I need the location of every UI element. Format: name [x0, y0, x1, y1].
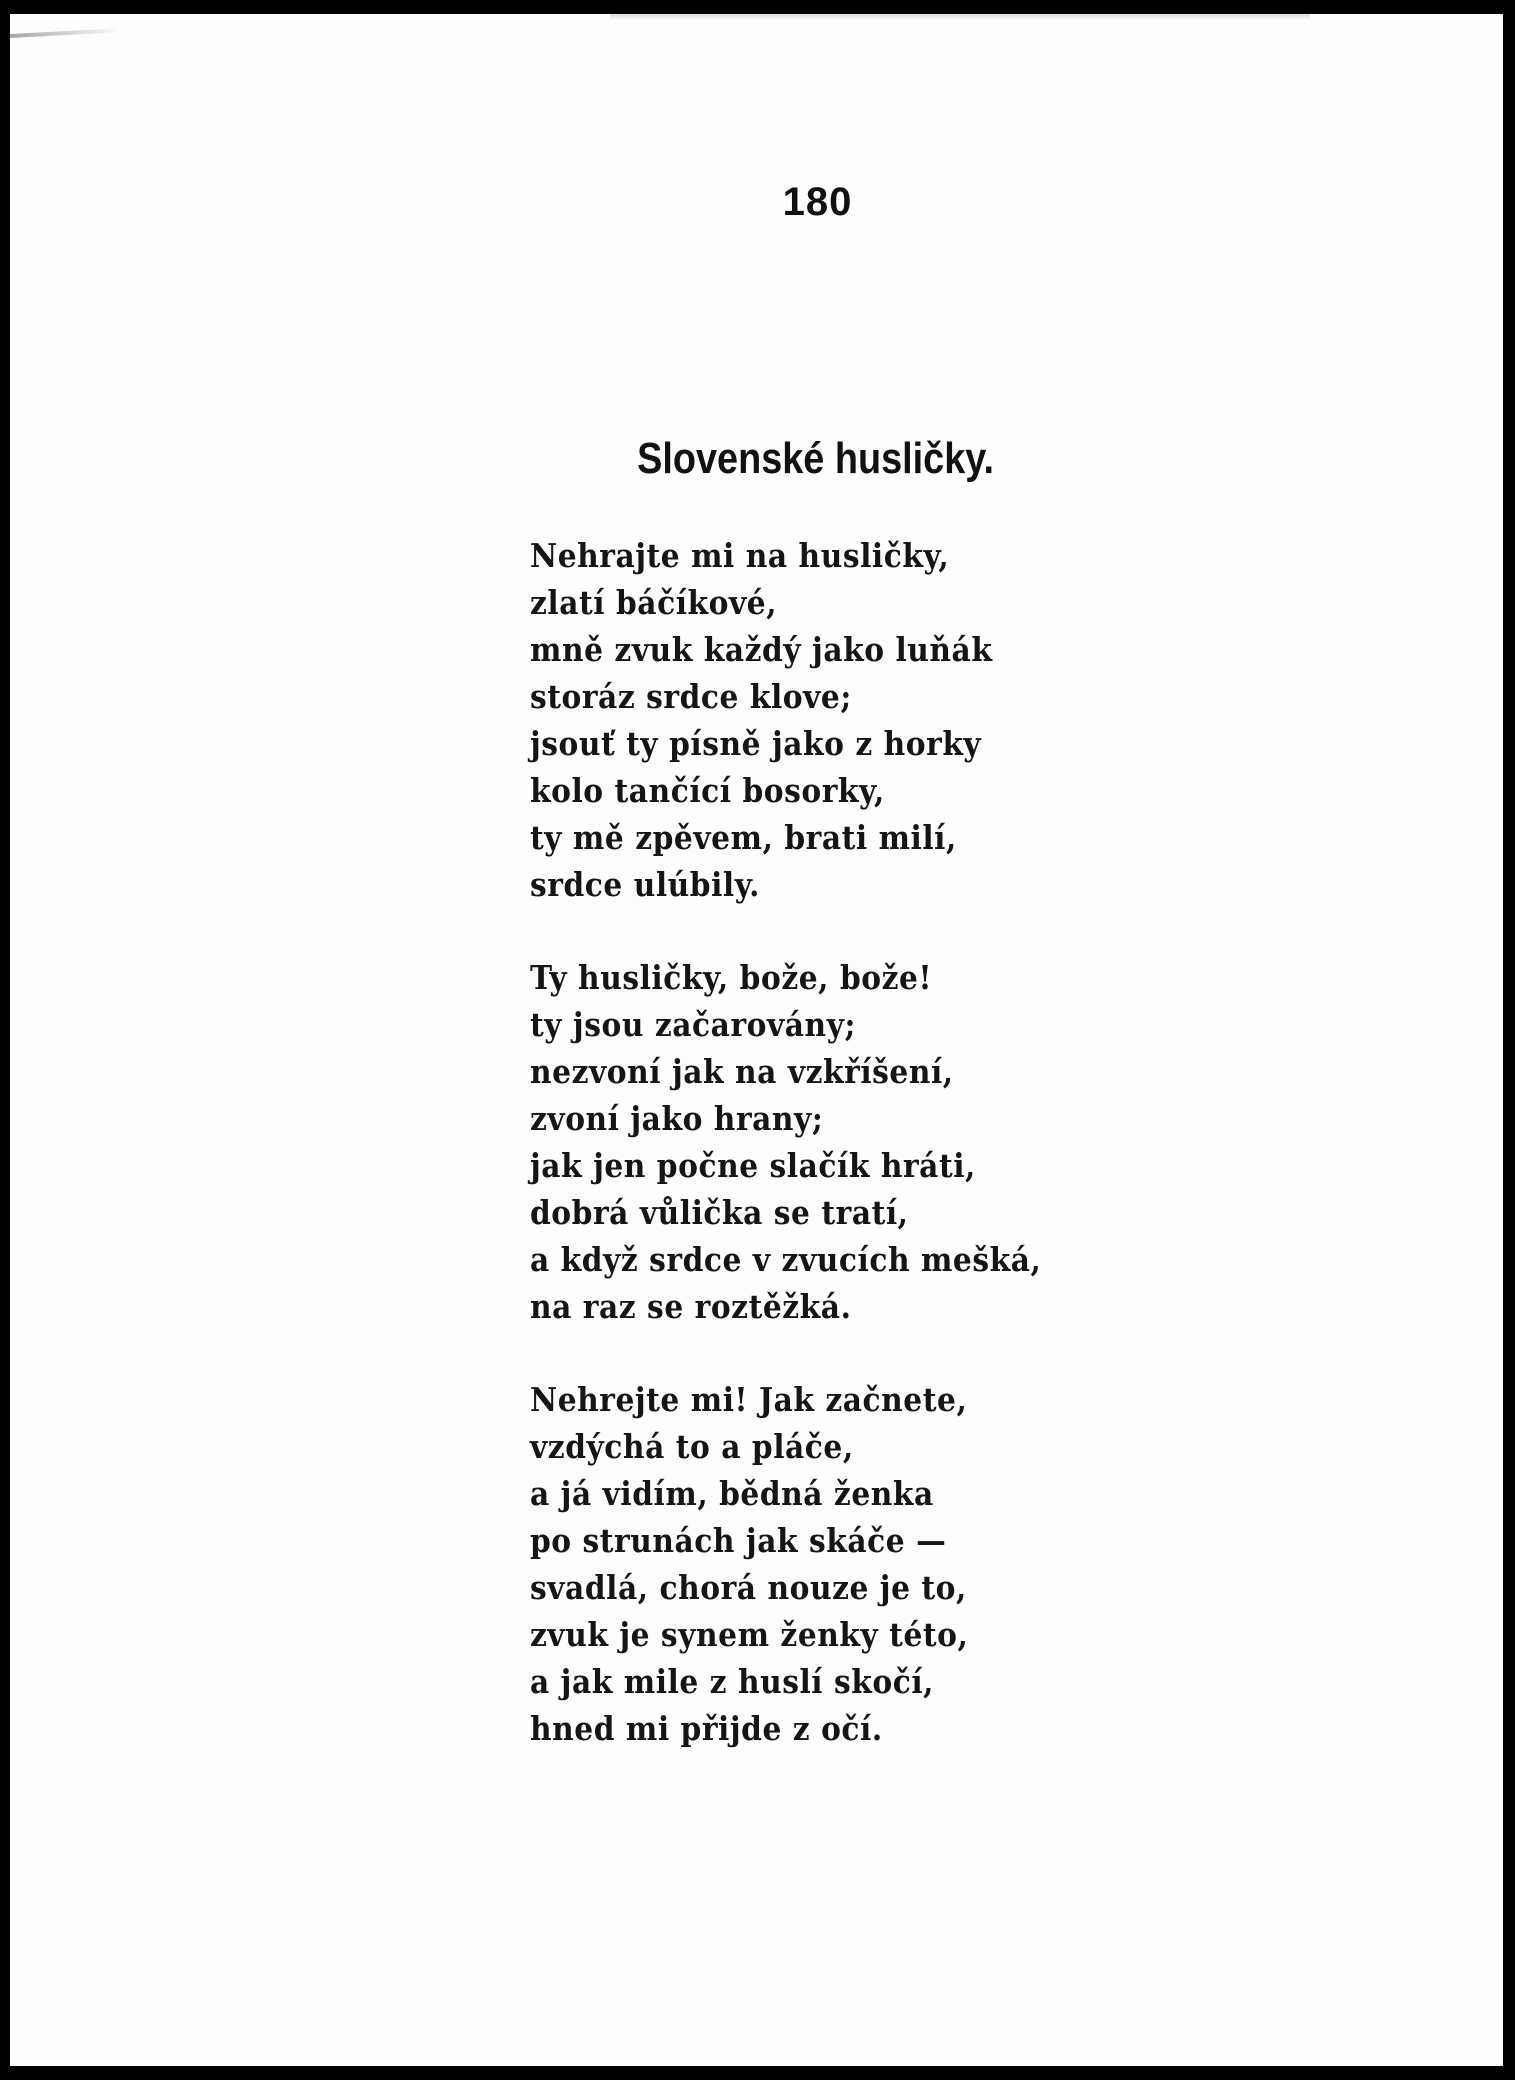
poem-body	[530, 532, 1430, 1798]
poem-title: Slovenské husličky.	[637, 434, 994, 483]
poem-line: na raz se roztěžká.	[530, 1287, 852, 1326]
poem-line: kolo tančící bosorky,	[530, 771, 885, 810]
scan-shadow	[610, 14, 1310, 20]
poem-line: Ty husličky, bože, bože!	[530, 958, 933, 997]
poem-line: srdce ulúbily.	[530, 865, 761, 904]
poem-line: svadlá, chorá nouze je to,	[530, 1568, 967, 1607]
poem-line: a já vidím, bědná ženka	[530, 1474, 934, 1513]
poem-line: dobrá vůlička se tratí,	[530, 1193, 909, 1232]
poem-line: po strunách jak skáče —	[530, 1521, 947, 1560]
poem-line: jak jen počne slačík hráti,	[530, 1146, 976, 1185]
poem-line: zvoní jako hrany;	[530, 1099, 824, 1138]
poem-line: nezvoní jak na vzkříšení,	[530, 1052, 954, 1091]
poem-line: a když srdce v zvucích mešká,	[530, 1240, 1042, 1279]
stanza-1	[530, 532, 1430, 908]
poem-line: ty jsou začarovány;	[530, 1005, 856, 1044]
book-page	[10, 14, 1503, 2066]
poem-line: a jak mile z huslí skočí,	[530, 1662, 935, 1701]
poem-line: Nehrejte mi! Jak začnete,	[530, 1380, 968, 1419]
poem-line: Nehrajte mi na husličky,	[530, 536, 950, 575]
poem-line: vzdýchá to a pláče,	[530, 1427, 854, 1466]
poem-line: ty mě zpěvem, brati milí,	[530, 818, 957, 857]
poem-line: hned mi přijde z očí.	[530, 1709, 883, 1748]
poem-line: zvuk je synem ženky této,	[530, 1615, 969, 1654]
poem-line: storáz srdce klove;	[530, 677, 852, 716]
poem-line: zlatí báčíkové,	[530, 583, 778, 622]
poem-line: jsouť ty písně jako z horky	[530, 724, 982, 763]
page-number: 180	[782, 180, 853, 224]
stanza-3	[530, 1376, 1430, 1752]
scan-edge-mark	[10, 28, 120, 38]
stanza-2	[530, 954, 1430, 1330]
poem-line: mně zvuk každý jako luňák	[530, 630, 993, 669]
